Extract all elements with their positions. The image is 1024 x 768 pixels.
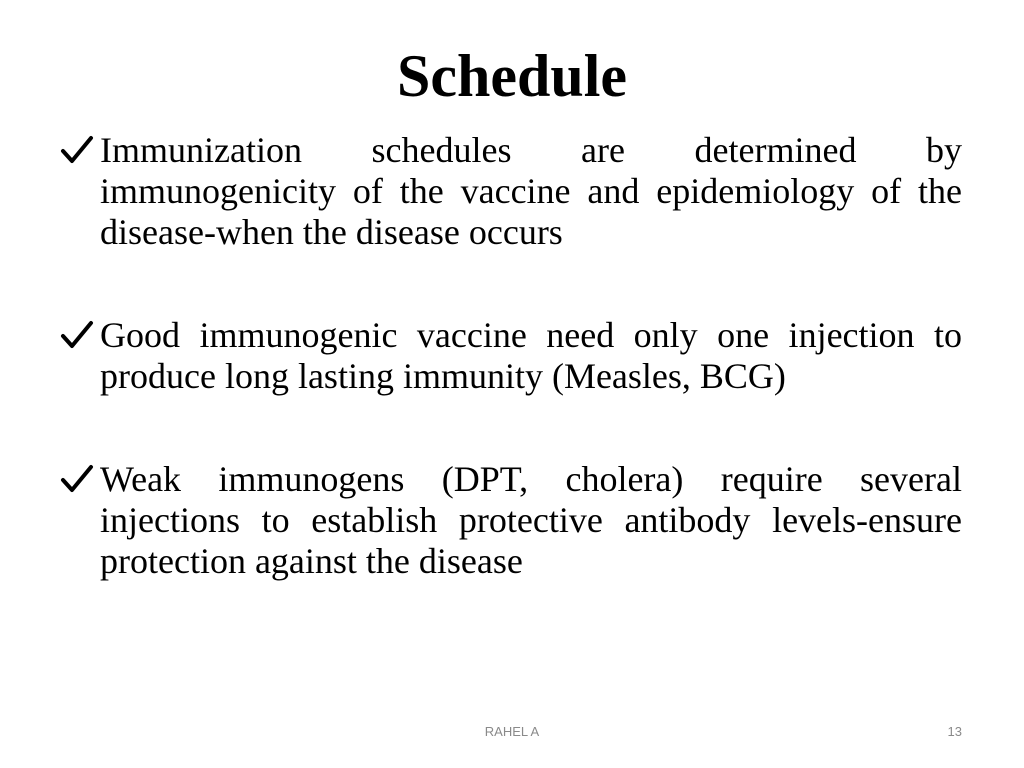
slide-title: Schedule bbox=[396, 43, 628, 109]
bullet-list bbox=[60, 130, 962, 582]
page-number: 13 bbox=[947, 724, 962, 739]
bullet-text: Good immunogenic vaccine need only one injection to produce long lasting immunity (Measles, BCG) bbox=[100, 315, 962, 396]
checkmark-icon bbox=[60, 134, 94, 166]
footer-author: RAHEL A bbox=[484, 724, 540, 739]
bullet-item bbox=[60, 130, 962, 253]
bullet-text: Weak immunogens (DPT, cholera) require several injections to establish protective antibody levels-ensure protection against the disease bbox=[100, 459, 962, 581]
bullet-text: Immunization schedules are determined by immunogenicity of the vaccine and epidemiology of the disease-when the disease occurs bbox=[100, 130, 962, 252]
checkmark-icon bbox=[60, 319, 94, 351]
bullet-item bbox=[60, 459, 962, 582]
checkmark-icon bbox=[60, 463, 94, 495]
bullet-item bbox=[60, 315, 962, 397]
